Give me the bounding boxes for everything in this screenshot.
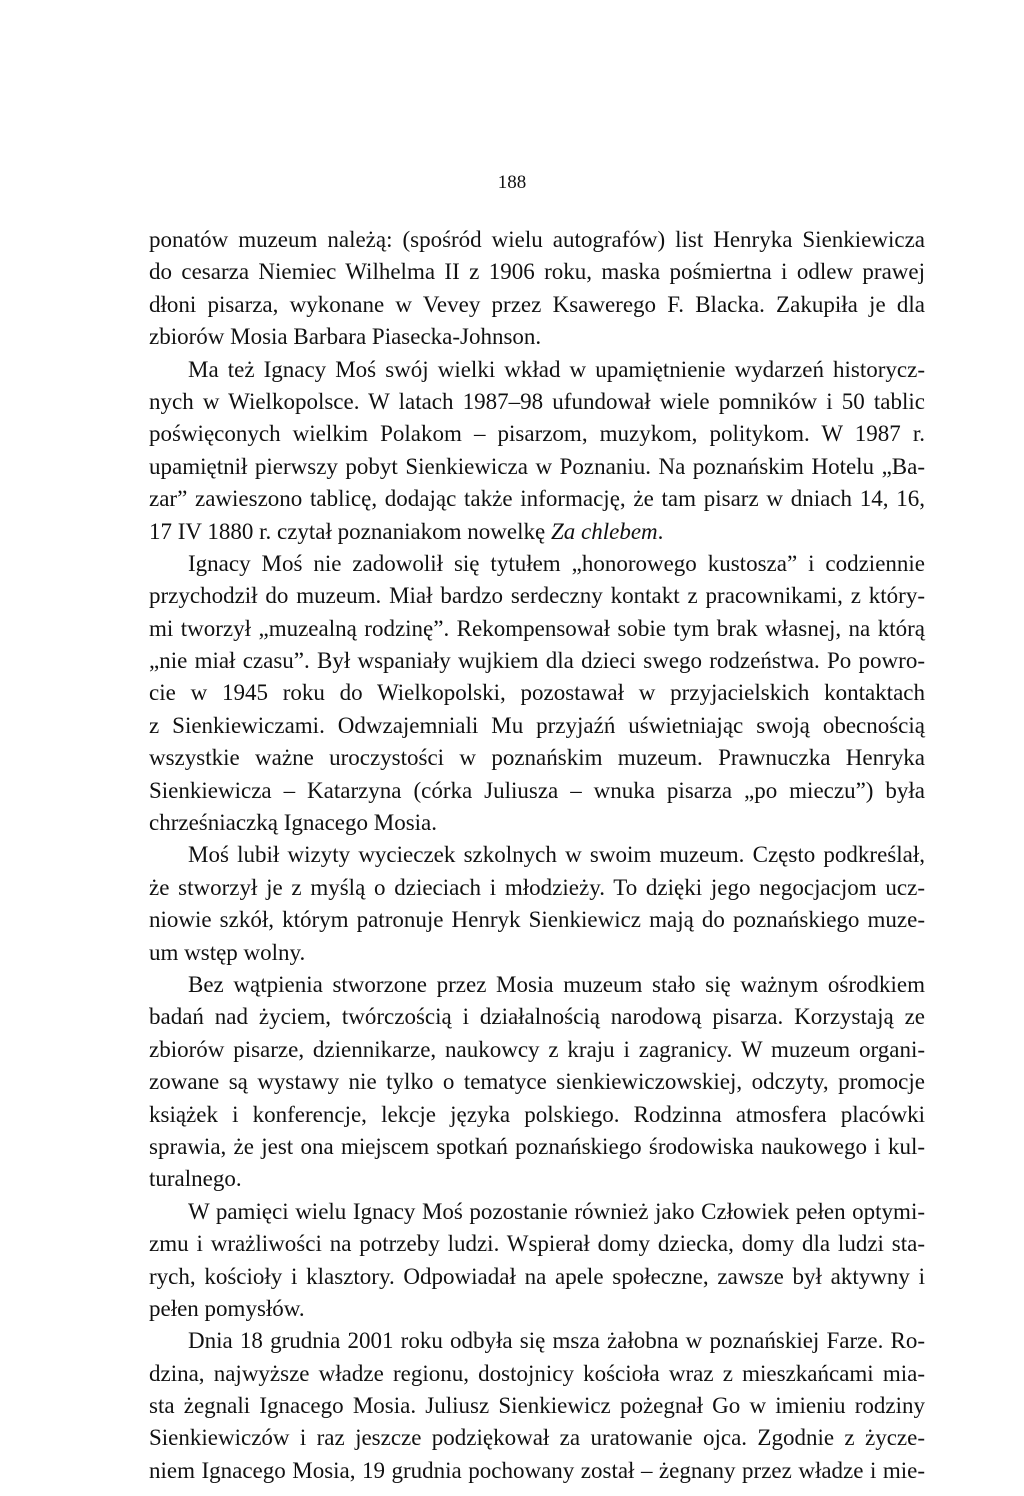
paragraph bbox=[149, 839, 925, 969]
paragraph bbox=[149, 224, 925, 354]
text-line: W pamięci wielu Ignacy Moś pozostanie również jako Człowiek pełen optymi- bbox=[188, 1198, 925, 1224]
text-line: um wstęp wolny. bbox=[149, 939, 306, 965]
paragraph bbox=[149, 1325, 925, 1487]
text-line: Ignacy Moś nie zadowolił się tytułem „honorowego kustosza” i codziennie bbox=[188, 550, 925, 576]
text-line: Sienkiewicza – Katarzyna (córka Juliusza – wnuka pisarza „po mieczu”) była bbox=[149, 777, 925, 803]
text-line: Dnia 18 grudnia 2001 roku odbyła się msza żałobna w poznańskiej Farze. Ro- bbox=[188, 1328, 925, 1354]
paragraph bbox=[149, 354, 925, 548]
text-line: turalnego. bbox=[149, 1166, 242, 1192]
text-line: ponatów muzeum należą: (spośród wielu autografów) list Henryka Sienkiewicza bbox=[149, 227, 925, 252]
text-line: zar” zawieszono tablicę, dodając także informację, że tam pisarz w dniach 14, 16, bbox=[149, 486, 925, 512]
text-line: przychodził do muzeum. Miał bardzo serdeczny kontakt z pracownikami, z który- bbox=[149, 583, 925, 609]
paragraph bbox=[149, 548, 925, 840]
text-line: cie w 1945 roku do Wielkopolski, pozostawał w przyjacielskich kontaktach bbox=[149, 680, 925, 706]
text-line: zbiorów Mosia Barbara Piasecka-Johnson. bbox=[149, 324, 542, 350]
text-line: niowie szkół, którym patronuje Henryk Sienkiewicz mają do poznańskiego muze- bbox=[149, 907, 925, 933]
text-line: dzina, najwyższe władze regionu, dostojnicy kościoła wraz z mieszkańcami mia- bbox=[149, 1360, 925, 1386]
text-line: Moś lubił wizyty wycieczek szkolnych w swoim muzeum. Często podkreślał, bbox=[188, 842, 925, 868]
text-line: nych w Wielkopolsce. W latach 1987–98 ufundował wiele pomników i 50 tablic bbox=[149, 388, 925, 414]
text-line: dłoni pisarza, wykonane w Vevey przez Ksawerego F. Blacka. Zakupiła je dla bbox=[149, 291, 925, 317]
text-line: wszystkie ważne uroczystości w poznańskim muzeum. Prawnuczka Henryka bbox=[149, 745, 925, 771]
text-line: książek i konferencje, lekcje języka polskiego. Rodzinna atmosfera placówki bbox=[149, 1101, 925, 1127]
text-line: 17 IV 1880 r. czytał poznaniakom nowelkę Za chlebem. bbox=[149, 518, 664, 544]
text-line: sprawia, że jest ona miejscem spotkań poznańskiego środowiska naukowego i kul- bbox=[149, 1133, 925, 1159]
text-line: „nie miał czasu”. Był wspaniały wujkiem dla dzieci swego rodzeństwa. Po powro- bbox=[149, 648, 925, 674]
text-line: chrześniaczką Ignacego Mosia. bbox=[149, 810, 437, 836]
page-number: 188 bbox=[497, 172, 527, 193]
text-line: niem Ignacego Mosia, 19 grudnia pochowany został – żegnany przez władze i mie- bbox=[149, 1457, 925, 1483]
text-line: mi tworzył „muzealną rodzinę”. Rekompensował sobie tym brak własnej, na którą bbox=[149, 615, 925, 641]
text-line: pełen pomysłów. bbox=[149, 1295, 305, 1321]
paragraph bbox=[149, 1196, 925, 1326]
text-line: zbiorów pisarze, dziennikarze, naukowcy z kraju i zagranicy. W muzeum organi- bbox=[149, 1036, 925, 1062]
paragraph bbox=[149, 969, 925, 1196]
text-line: zmu i wrażliwości na potrzeby ludzi. Wspierał domy dziecka, domy dla ludzi sta- bbox=[149, 1231, 925, 1257]
text-line: zowane są wystawy nie tylko o tematyce sienkiewiczowskiej, odczyty, promocje bbox=[149, 1069, 925, 1095]
text-line: poświęconych wielkim Polakom – pisarzom, muzykom, politykom. W 1987 r. bbox=[149, 421, 925, 447]
text-line: rych, kościoły i klasztory. Odpowiadał na apele społeczne, zawsze był aktywny i bbox=[149, 1263, 925, 1289]
text-line: do cesarza Niemiec Wilhelma II z 1906 roku, maska pośmiertna i odlew prawej bbox=[149, 259, 925, 285]
body-text bbox=[149, 224, 925, 1487]
text-line: że stworzył je z myślą o dzieciach i młodzieży. To dzięki jego negocjacjom ucz- bbox=[149, 874, 925, 900]
italic-title: Za chlebem bbox=[550, 518, 658, 544]
text-line: badań nad życiem, twórczością i działalnością narodową pisarza. Korzystają ze bbox=[149, 1004, 925, 1030]
text-line: Ma też Ignacy Moś swój wielki wkład w upamiętnienie wydarzeń historycz- bbox=[188, 356, 925, 382]
text-line: sta żegnali Ignacego Mosia. Juliusz Sienkiewicz pożegnał Go w imieniu rodziny bbox=[149, 1393, 925, 1419]
text-line: Bez wątpienia stworzone przez Mosia muzeum stało się ważnym ośrodkiem bbox=[188, 971, 925, 997]
text-line: upamiętnił pierwszy pobyt Sienkiewicza w Poznaniu. Na poznańskim Hotelu „Ba- bbox=[149, 453, 925, 479]
text-line: z Sienkiewiczami. Odwzajemniali Mu przyjaźń uświetniając swoją obecnością bbox=[149, 712, 925, 738]
text-line: Sienkiewiczów i raz jeszcze podziękował za uratowanie ojca. Zgodnie z życze- bbox=[149, 1425, 925, 1451]
